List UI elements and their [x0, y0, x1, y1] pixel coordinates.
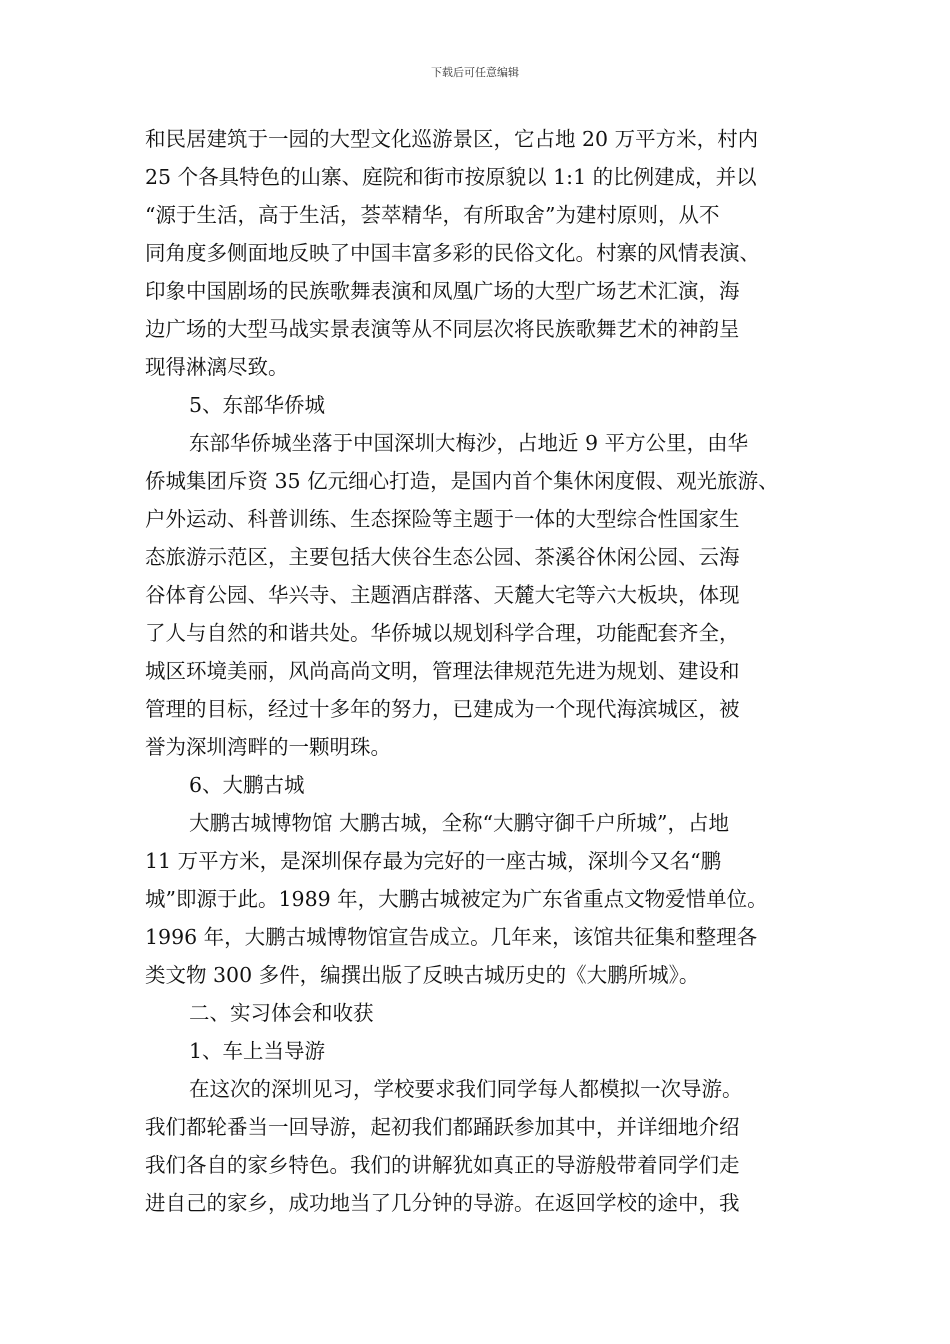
- paragraph-line: 了人与自然的和谐共处。华侨城以规划科学合理，功能配套齐全，: [145, 621, 740, 645]
- section-heading: 5、东部华侨城: [189, 393, 326, 417]
- paragraph-line: 类文物 300 多件，编撰出版了反映古城历史的《大鹏所城》。: [145, 963, 700, 987]
- paragraph-line: 管理的目标，经过十多年的努力，已建成为一个现代海滨城区，被: [145, 697, 740, 721]
- paragraph-line: 1996 年，大鹏古城博物馆宣告成立。几年来，该馆共征集和整理各: [145, 925, 758, 949]
- page-header: 下载后可任意编辑: [431, 66, 519, 79]
- paragraph-line: 和民居建筑于一园的大型文化巡游景区，它占地 20 万平方米，村内: [145, 127, 759, 151]
- document-body: [145, 120, 810, 1222]
- paragraph-line: 城”即源于此。1989 年，大鹏古城被定为广东省重点文物爱惜单位。: [145, 887, 768, 911]
- paragraph-line: 户外运动、科普训练、生态探险等主题于一体的大型综合性国家生: [145, 507, 740, 531]
- paragraph-line: 25 个各具特色的山寨、庭院和街市按原貌以 1:1 的比例建成，并以: [145, 165, 757, 189]
- paragraph-line: 态旅游示范区，主要包括大侠谷生态公园、茶溪谷休闲公园、云海: [145, 545, 740, 569]
- paragraph-line: 11 万平方米，是深圳保存最为完好的一座古城，深圳今又名“鹏: [145, 849, 722, 873]
- paragraph-line: 边广场的大型马战实景表演等从不同层次将民族歌舞艺术的神韵呈: [145, 317, 740, 341]
- paragraph-line: 同角度多侧面地反映了中国丰富多彩的民俗文化。村寨的风情表演、: [145, 241, 760, 265]
- paragraph-line: 东部华侨城坐落于中国深圳大梅沙，占地近 9 平方公里，由华: [189, 431, 749, 455]
- paragraph-line: 印象中国剧场的民族歌舞表演和凤凰广场的大型广场艺术汇演，海: [145, 279, 740, 303]
- paragraph-line: “源于生活，高于生活，荟萃精华，有所取舍”为建村原则，从不: [145, 203, 720, 227]
- section-heading: 6、大鹏古城: [189, 773, 305, 797]
- section-heading: 二、实习体会和收获: [189, 1001, 374, 1025]
- paragraph-line: 侨城集团斥资 35 亿元细心打造，是国内首个集休闲度假、观光旅游、: [145, 469, 779, 493]
- paragraph-line: 誉为深圳湾畔的一颗明珠。: [145, 735, 391, 759]
- paragraph-line: 现得淋漓尽致。: [145, 355, 289, 379]
- paragraph-line: 进自己的家乡，成功地当了几分钟的导游。在返回学校的途中，我: [145, 1191, 740, 1215]
- paragraph-line: 在这次的深圳见习，学校要求我们同学每人都模拟一次导游。: [189, 1077, 743, 1101]
- paragraph-line: 谷体育公园、华兴寺、主题酒店群落、天麓大宅等六大板块，体现: [145, 583, 740, 607]
- paragraph-line: 我们都轮番当一回导游，起初我们都踊跃参加其中，并详细地介绍: [145, 1115, 740, 1139]
- paragraph-line: 大鹏古城博物馆 大鹏古城，全称“大鹏守御千户所城”，占地: [189, 811, 729, 835]
- paragraph-line: 城区环境美丽，风尚高尚文明，管理法律规范先进为规划、建设和: [145, 659, 740, 683]
- paragraph-line: 我们各自的家乡特色。我们的讲解犹如真正的导游般带着同学们走: [145, 1153, 740, 1177]
- section-heading: 1、车上当导游: [189, 1039, 326, 1063]
